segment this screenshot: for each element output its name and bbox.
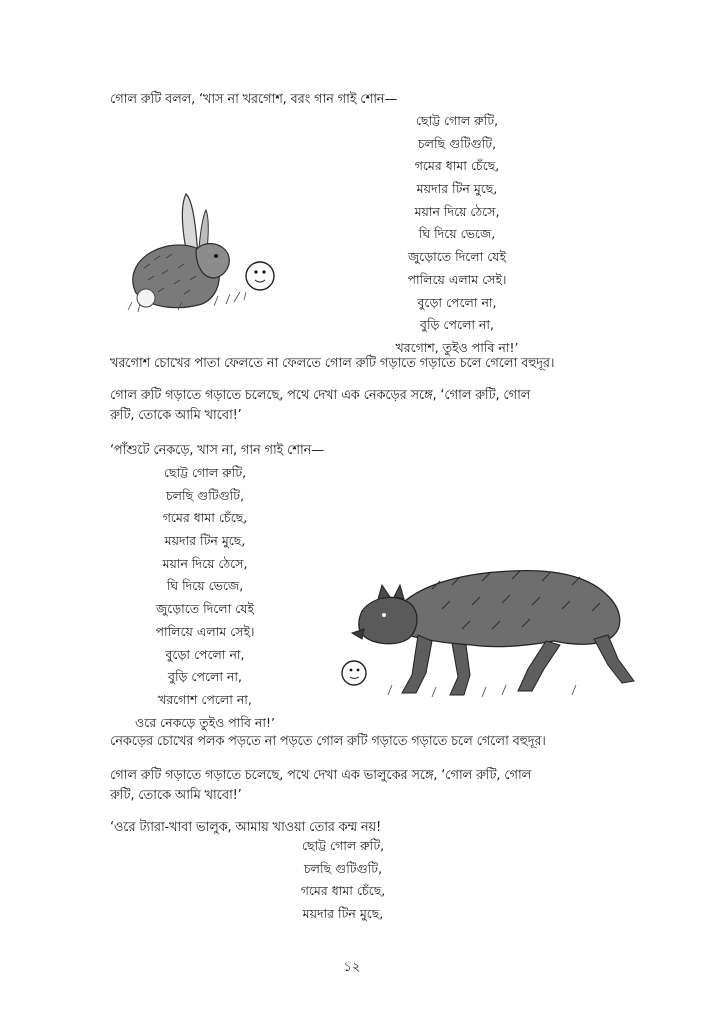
song-line: গমের ধামা চেঁছে, (414, 158, 500, 174)
song-line: খরগোশ পেলো না, (158, 691, 252, 707)
song-line: গমের ধামা চেঁছে, (300, 883, 386, 899)
para-wolf-gone: নেকড়ের চোখের পলক পড়তে না পড়তে গোল রুটি গড়াতে গড়াতে চলে গেলো বহুদূর। (110, 734, 546, 749)
rabbit-illustration (118, 188, 288, 323)
song-line: ঘি দিয়ে ভেজে, (418, 226, 496, 242)
song-line: ছোট্ট গোল রুটি, (301, 838, 385, 853)
song-line: পালিয়ে এলাম সেই। (407, 271, 507, 287)
song-bear (248, 838, 438, 929)
song-line: ময়দার টিন মুছে, (416, 181, 498, 197)
song-line: পালিয়ে এলাম সেই। (155, 623, 255, 639)
song-line: বুড়ি পেলো না, (420, 317, 494, 333)
song-line: বুড়ো পেলো না, (165, 646, 245, 662)
song-line: চলছি গুটিগুটি, (165, 487, 245, 503)
song-line: ময়দার টিন মুছে, (302, 906, 384, 922)
para-bear-meet-2: রুটি, তোকে আমি খাবো!’ (110, 788, 242, 803)
song-line: ছোট্ট গোল রুটি, (415, 113, 499, 128)
song-line: ছোট্ট গোল রুটি, (163, 465, 247, 480)
song-line: গমের ধামা চেঁছে, (162, 510, 248, 526)
para-bear-meet-1: গোল রুটি গড়াতে গড়াতে চলেছে, পথে দেখা এক ভালুকের সঙ্গে, ‘গোল রুটি, গোল (110, 768, 532, 783)
song-rabbit (362, 113, 552, 363)
song-line: ময়ান দিয়ে ঠেসে, (162, 555, 248, 571)
song-line: খরগোশ, তুইও পাবি না!’ (395, 339, 519, 355)
song-line: চলছি গুটিগুটি, (417, 135, 497, 151)
para-wolf-meet-2: রুটি, তোকে আমি খাবো!’ (110, 408, 242, 423)
intro-wolf: ‘পাঁশুটে নেকড়ে, খাস না, গান গাই শোন— (110, 443, 324, 458)
wolf-illustration (332, 545, 652, 705)
song-line: জুড়োতে দিলো যেই (156, 601, 254, 617)
song-line: বুড়ো পেলো না, (417, 294, 497, 310)
song-line: চলছি গুটিগুটি, (303, 860, 383, 876)
song-line: ওরে নেকড়ে তুইও পাবি না!’ (134, 714, 275, 730)
song-line: ময়দার টিন মুছে, (164, 533, 246, 549)
song-line: জুড়োতে দিলো যেই (408, 249, 506, 265)
song-wolf (110, 465, 300, 737)
song-line: ঘি দিয়ে ভেজে, (166, 578, 244, 594)
intro-bear: ‘ওরে ট্যারা-খাবা ভালুক, আমায় খাওয়া তোর কম্ম নয়! (110, 820, 381, 835)
para-rabbit-gone: খরগোশ চোখের পাতা ফেলতে না ফেলতে গোল রুটি গড়াতে গড়াতে চলে গেলো বহুদূর। (110, 356, 555, 371)
page-number: ১২ (343, 960, 361, 975)
song-line: বুড়ি পেলো না, (168, 669, 242, 685)
para-wolf-meet-1: গোল রুটি গড়াতে গড়াতে চলেছে, পথে দেখা এক নেকড়ের সঙ্গে, ‘গোল রুটি, গোল (110, 388, 531, 403)
intro-rabbit: গোল রুটি বলল, ‘খাস না খরগোশ, বরং গান গাই শোন— (110, 92, 398, 107)
song-line: ময়ান দিয়ে ঠেসে, (414, 203, 500, 219)
